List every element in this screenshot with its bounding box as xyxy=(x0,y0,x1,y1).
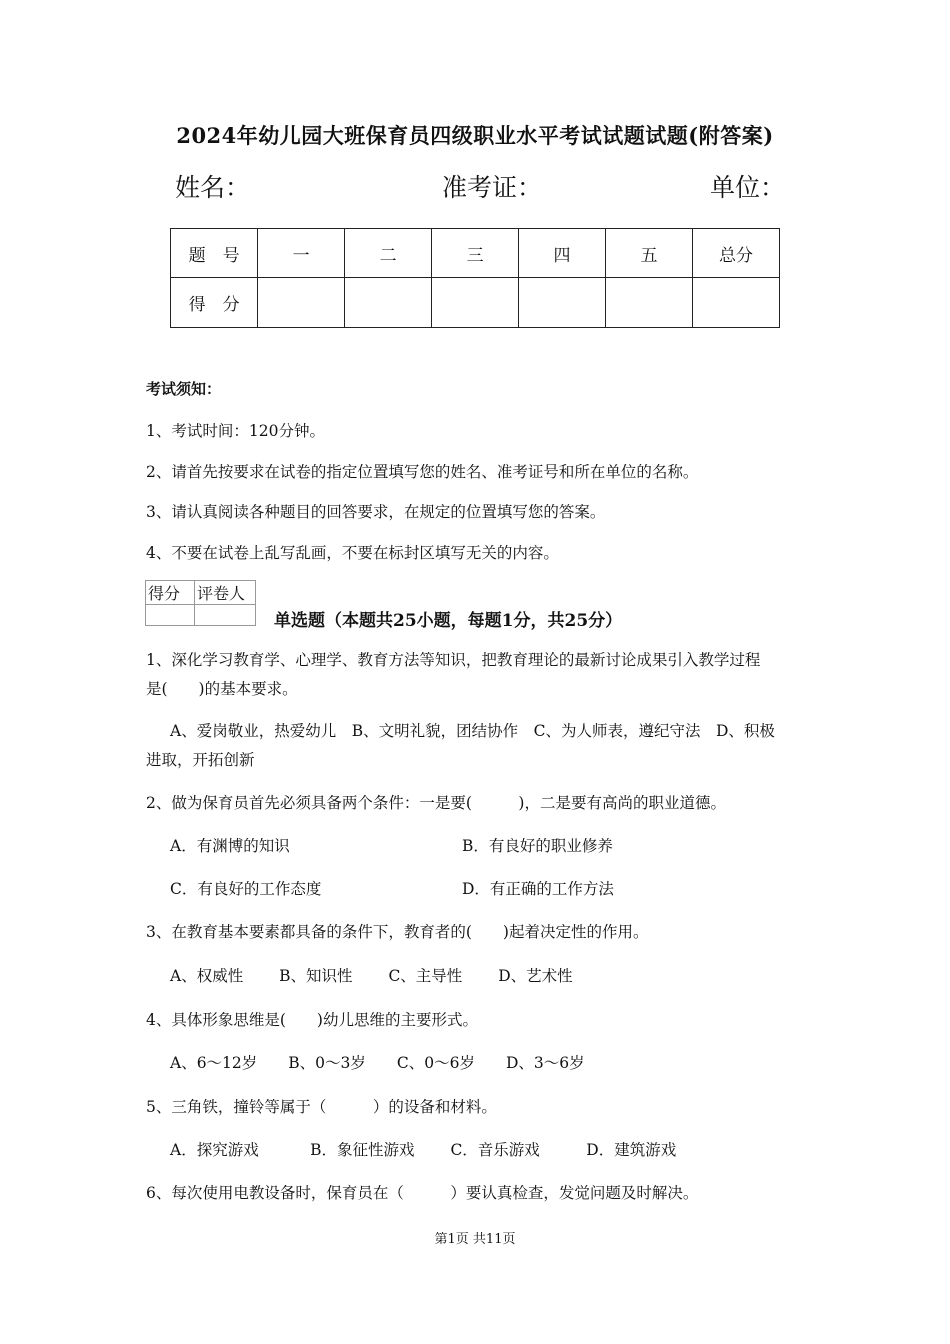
question-2-option-c: C．有良好的工作态度 xyxy=(170,880,322,898)
score-cell: 二 xyxy=(345,229,432,278)
question-1-line-1: 1、深化学习教育学、心理学、教育方法等知识，把教育理论的最新讨论成果引入教学过程 xyxy=(146,651,761,669)
score-entry-cell[interactable] xyxy=(519,278,606,328)
question-2: 2、做为保育员首先必须具备两个条件：一是要( )，二是要有高尚的职业道德。 xyxy=(146,794,726,812)
question-5-options: A．探究游戏 B．象征性游戏 C．音乐游戏 D．建筑游戏 xyxy=(170,1141,677,1159)
score-entry-cell[interactable] xyxy=(258,278,345,328)
score-cell: 三 xyxy=(432,229,519,278)
grader-box xyxy=(145,580,256,626)
name-field-label: 姓名： xyxy=(175,173,251,202)
score-cell: 一 xyxy=(258,229,345,278)
score-row-label: 得 分 xyxy=(171,278,258,328)
page-number: 第1页 共11页 xyxy=(434,1232,516,1247)
grader-score-label: 得分 xyxy=(146,581,195,605)
score-cell: 五 xyxy=(606,229,693,278)
grader-score-entry[interactable] xyxy=(146,605,195,626)
score-cell: 题 号 xyxy=(171,229,258,278)
notice-heading: 考试须知： xyxy=(146,380,222,398)
score-entry-cell[interactable] xyxy=(606,278,693,328)
exam-id-field-label: 准考证： xyxy=(442,173,543,202)
question-5: 5、三角铁，撞铃等属于（ ）的设备和材料。 xyxy=(146,1098,497,1116)
question-1-options-line-2: 进取，开拓创新 xyxy=(146,751,255,769)
question-3: 3、在教育基本要素都具备的条件下，教育者的( )起着决定性的作用。 xyxy=(146,923,649,941)
grader-name-entry[interactable] xyxy=(195,605,256,626)
score-table xyxy=(170,228,780,328)
score-entry-cell[interactable] xyxy=(432,278,519,328)
question-4: 4、具体形象思维是( )幼儿思维的主要形式。 xyxy=(146,1011,478,1029)
notice-item: 4、不要在试卷上乱写乱画，不要在标封区填写无关的内容。 xyxy=(146,544,559,562)
score-cell: 四 xyxy=(519,229,606,278)
score-table-score-row xyxy=(171,278,780,328)
question-1-options-line-1: A、爱岗敬业，热爱幼儿 B、文明礼貌，团结协作 C、为人师表，遵纪守法 D、积极 xyxy=(170,722,775,740)
question-2-option-d: D．有正确的工作方法 xyxy=(462,880,614,898)
notice-item: 3、请认真阅读各种题目的回答要求，在规定的位置填写您的答案。 xyxy=(146,503,606,521)
question-1-line-2: 是( )的基本要求。 xyxy=(146,680,298,698)
question-2-option-b: B．有良好的职业修养 xyxy=(462,837,613,855)
score-cell: 总分 xyxy=(692,229,779,278)
score-table-header-row xyxy=(171,229,780,278)
score-entry-cell[interactable] xyxy=(345,278,432,328)
unit-field-label: 单位： xyxy=(710,173,786,202)
notice-item: 2、请首先按要求在试卷的指定位置填写您的姓名、准考证号和所在单位的名称。 xyxy=(146,463,699,481)
page-title: 2024年幼儿园大班保育员四级职业水平考试试题试题(附答案) xyxy=(176,123,774,148)
question-4-options: A、6～12岁 B、0～3岁 C、0～6岁 D、3～6岁 xyxy=(170,1054,585,1072)
grader-name-label: 评卷人 xyxy=(195,581,256,605)
notice-item: 1、考试时间：120分钟。 xyxy=(146,422,325,440)
section-title: 单选题（本题共25小题，每题1分，共25分） xyxy=(274,611,623,631)
question-6: 6、每次使用电教设备时，保育员在（ ）要认真检查，发觉问题及时解决。 xyxy=(146,1184,699,1202)
score-entry-cell[interactable] xyxy=(692,278,779,328)
question-2-option-a: A．有渊博的知识 xyxy=(170,837,290,855)
question-3-options: A、权威性 B、知识性 C、主导性 D、艺术性 xyxy=(170,967,573,985)
